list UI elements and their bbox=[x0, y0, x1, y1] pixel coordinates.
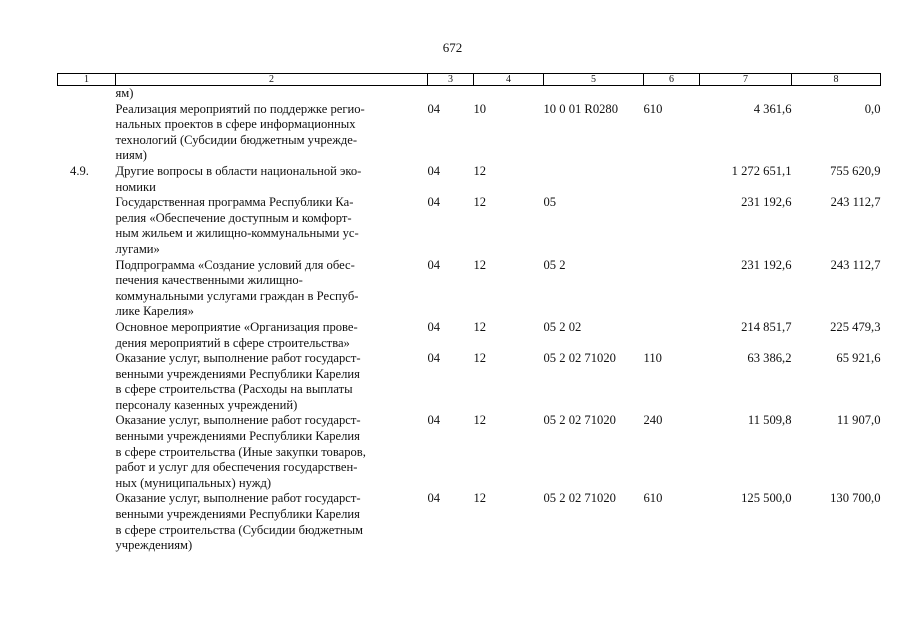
row-subsection: 12 bbox=[473, 163, 487, 178]
row-name: Оказание услуг, выполнение работ государст- венными учреждениями Республики Карелия в сфере строительства (Расходы на выплаты персоналу казенных учреждений) bbox=[115, 351, 361, 412]
row-amount-col8: 225 479,3 bbox=[830, 319, 881, 334]
column-header-1: 1 bbox=[58, 74, 116, 86]
row-section: 04 bbox=[427, 319, 441, 334]
column-header-4: 4 bbox=[474, 74, 544, 86]
row-subsection: 12 bbox=[473, 319, 487, 334]
row-expense-type bbox=[644, 320, 700, 351]
row-amount-col7: 1 272 651,1 bbox=[731, 163, 792, 178]
row-target-article: 05 2 bbox=[543, 257, 566, 272]
row-amount-col8: 243 112,7 bbox=[830, 257, 881, 272]
row-subsection bbox=[474, 86, 544, 102]
row-amount-col7: 231 192,6 bbox=[741, 195, 792, 210]
row-name: Другие вопросы в области национальной эко- номики bbox=[115, 163, 362, 194]
column-header-2: 2 bbox=[116, 74, 428, 86]
row-expense-type: 240 bbox=[643, 413, 663, 428]
row-amount-col7: 125 500,0 bbox=[741, 491, 792, 506]
table-row bbox=[58, 351, 881, 413]
row-subsection: 12 bbox=[473, 195, 487, 210]
table-row bbox=[58, 258, 881, 320]
row-subsection: 12 bbox=[473, 257, 487, 272]
row-section: 04 bbox=[427, 491, 441, 506]
row-amount-col8: 65 921,6 bbox=[836, 351, 881, 366]
row-target-article: 10 0 01 R0280 bbox=[543, 101, 619, 116]
budget-table bbox=[57, 73, 881, 554]
row-amount-col8: 755 620,9 bbox=[830, 163, 881, 178]
row-name: Оказание услуг, выполнение работ государст- венными учреждениями Республики Карелия в сфере строительства (Иные закупки товаров, работ и услуг для обеспечения государствен- ных (муниципальных) нужд) bbox=[115, 413, 366, 490]
row-amount-col8: 243 112,7 bbox=[830, 195, 881, 210]
row-subsection: 12 bbox=[473, 491, 487, 506]
row-section: 04 bbox=[427, 163, 441, 178]
table-row bbox=[58, 164, 881, 195]
row-name: Подпрограмма «Создание условий для обес- печения качественными жилищно- коммунальными услугами граждан в Респуб- лике Карелия» bbox=[115, 257, 359, 319]
row-target-article: 05 2 02 71020 bbox=[543, 413, 616, 428]
row-name: ям) bbox=[115, 86, 134, 100]
row-subsection: 12 bbox=[473, 413, 487, 428]
table-row bbox=[58, 413, 881, 491]
table-row bbox=[58, 195, 881, 257]
row-section: 04 bbox=[427, 195, 441, 210]
row-expense-type: 110 bbox=[643, 351, 662, 366]
column-header-5: 5 bbox=[544, 74, 644, 86]
row-target-article: 05 2 02 71020 bbox=[543, 491, 616, 506]
row-name: Реализация мероприятий по поддержке регио- нальных проектов в сфере информационных технологий (Субсидии бюджетным учрежде- ниям) bbox=[115, 101, 365, 163]
row-section bbox=[428, 86, 474, 102]
row-number bbox=[58, 413, 116, 491]
row-amount-col7: 231 192,6 bbox=[741, 257, 792, 272]
row-section: 04 bbox=[427, 413, 441, 428]
table-row bbox=[58, 102, 881, 164]
table-row bbox=[58, 320, 881, 351]
row-target-article bbox=[544, 86, 644, 102]
row-name: Государственная программа Республики Ка- релия «Обеспечение доступным и комфорт- ным жильем и жилищно-коммунальными ус- лугами» bbox=[115, 195, 359, 256]
column-header-8: 8 bbox=[792, 74, 881, 86]
column-header-7: 7 bbox=[700, 74, 792, 86]
row-name: Оказание услуг, выполнение работ государст- венными учреждениями Республики Карелия в сфере строительства (Субсидии бюджетным учреждениям) bbox=[115, 491, 364, 553]
row-number bbox=[58, 351, 116, 413]
row-amount-col8: 0,0 bbox=[864, 101, 881, 116]
row-section: 04 bbox=[427, 101, 441, 116]
row-subsection: 12 bbox=[473, 351, 487, 366]
row-amount-col7: 4 361,6 bbox=[753, 101, 792, 116]
row-expense-type: 610 bbox=[643, 101, 663, 116]
row-number bbox=[58, 86, 116, 102]
row-amount-col8 bbox=[792, 86, 881, 102]
column-header-6: 6 bbox=[644, 74, 700, 86]
row-number bbox=[58, 258, 116, 320]
row-amount-col7 bbox=[700, 86, 792, 102]
header-row bbox=[58, 74, 881, 86]
table-row bbox=[58, 491, 881, 553]
table-row bbox=[58, 86, 881, 102]
row-target-article: 05 bbox=[543, 195, 557, 210]
row-expense-type bbox=[644, 164, 700, 195]
row-number bbox=[58, 102, 116, 164]
row-section: 04 bbox=[427, 351, 441, 366]
row-amount-col8: 130 700,0 bbox=[830, 491, 881, 506]
row-expense-type: 610 bbox=[643, 491, 663, 506]
row-name: Основное мероприятие «Организация прове- дения мероприятий в сфере строительства» bbox=[115, 319, 358, 350]
row-subsection: 10 bbox=[473, 101, 487, 116]
row-amount-col7: 11 509,8 bbox=[747, 413, 792, 428]
row-amount-col8: 11 907,0 bbox=[836, 413, 881, 428]
row-expense-type bbox=[644, 195, 700, 257]
row-number bbox=[58, 491, 116, 553]
row-expense-type bbox=[644, 86, 700, 102]
row-target-article bbox=[544, 164, 644, 195]
page-number: 672 bbox=[442, 40, 463, 55]
row-target-article: 05 2 02 bbox=[543, 319, 582, 334]
row-amount-col7: 214 851,7 bbox=[741, 319, 792, 334]
row-number bbox=[58, 195, 116, 257]
row-number: 4.9. bbox=[70, 163, 89, 178]
row-number bbox=[58, 320, 116, 351]
row-section: 04 bbox=[427, 257, 441, 272]
row-amount-col7: 63 386,2 bbox=[747, 351, 792, 366]
row-expense-type bbox=[644, 258, 700, 320]
row-target-article: 05 2 02 71020 bbox=[543, 351, 616, 366]
column-header-3: 3 bbox=[428, 74, 474, 86]
